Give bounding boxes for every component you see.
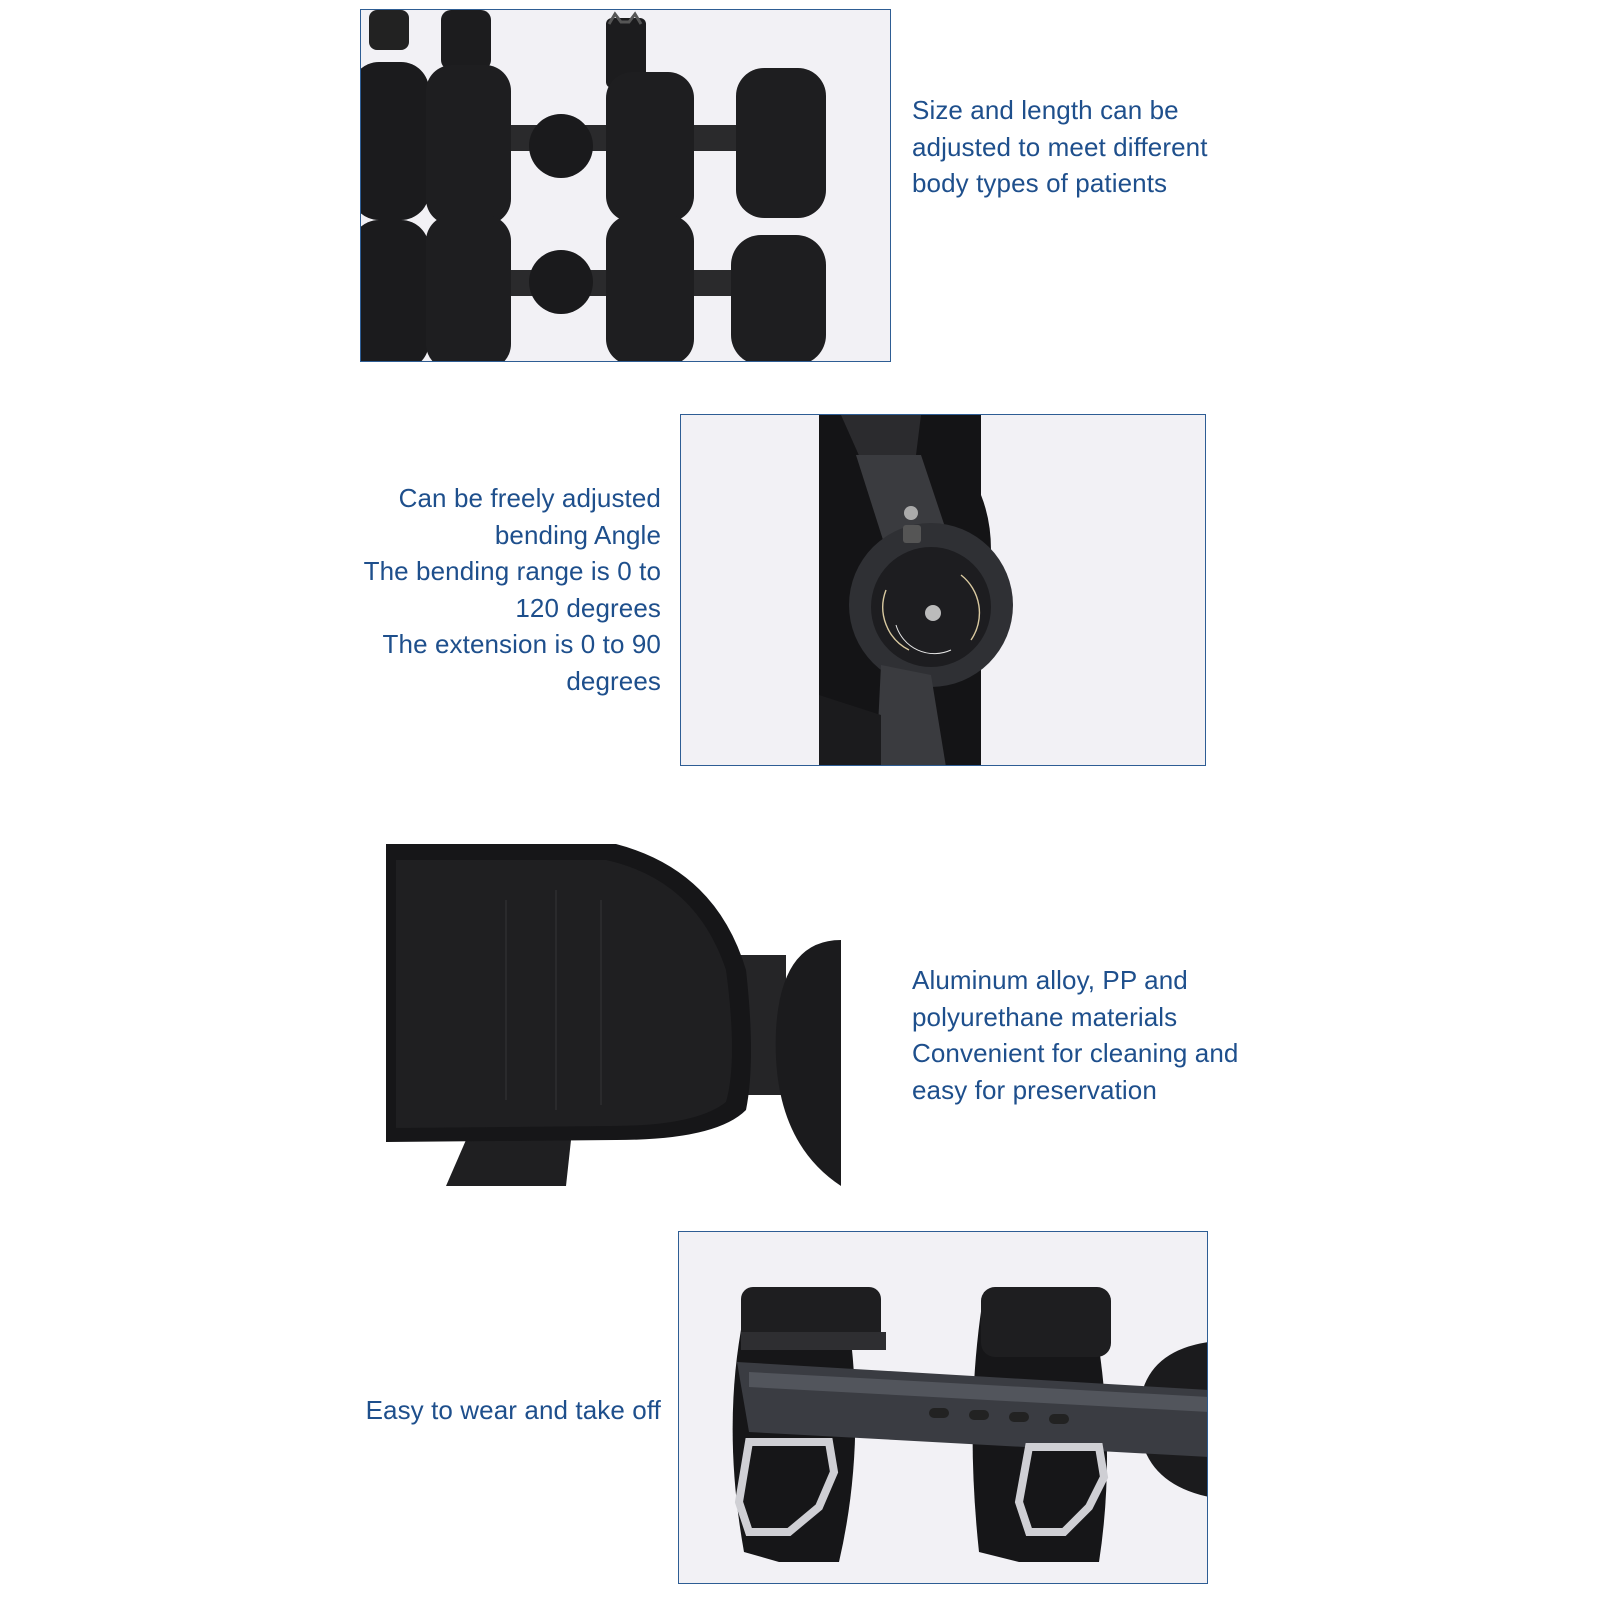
material-caption xyxy=(912,962,1238,1108)
caption-line: Aluminum alloy, PP and xyxy=(912,965,1188,995)
caption-line: easy for preservation xyxy=(912,1074,1157,1105)
caption-line: adjusted to meet different xyxy=(912,131,1208,162)
caption-line: polyurethane materials xyxy=(912,1001,1178,1032)
caption-line: Convenient for cleaning and xyxy=(912,1038,1239,1068)
caption-line: Size and length can be xyxy=(912,95,1179,125)
caption-line: Easy to wear and take off xyxy=(365,1395,661,1425)
padded-strap-material-photo xyxy=(386,840,841,1186)
caption-line: The bending range is 0 to xyxy=(363,556,661,586)
hinge-angle-dial-photo xyxy=(680,414,1206,766)
length-adjustment-caption xyxy=(912,92,1208,202)
caption-line: Can be freely adjusted xyxy=(398,483,661,513)
caption-line: 120 degrees xyxy=(515,592,661,623)
caption-line: degrees xyxy=(566,665,661,696)
caption-line: bending Angle xyxy=(494,519,661,550)
buckle-straps-photo xyxy=(678,1231,1208,1584)
wear-caption xyxy=(366,1392,661,1429)
caption-line: body types of patients xyxy=(912,168,1168,198)
caption-line: The extension is 0 to 90 xyxy=(382,629,661,659)
bending-angle-caption xyxy=(364,480,661,699)
brace-length-adjustment-photo xyxy=(360,9,891,362)
